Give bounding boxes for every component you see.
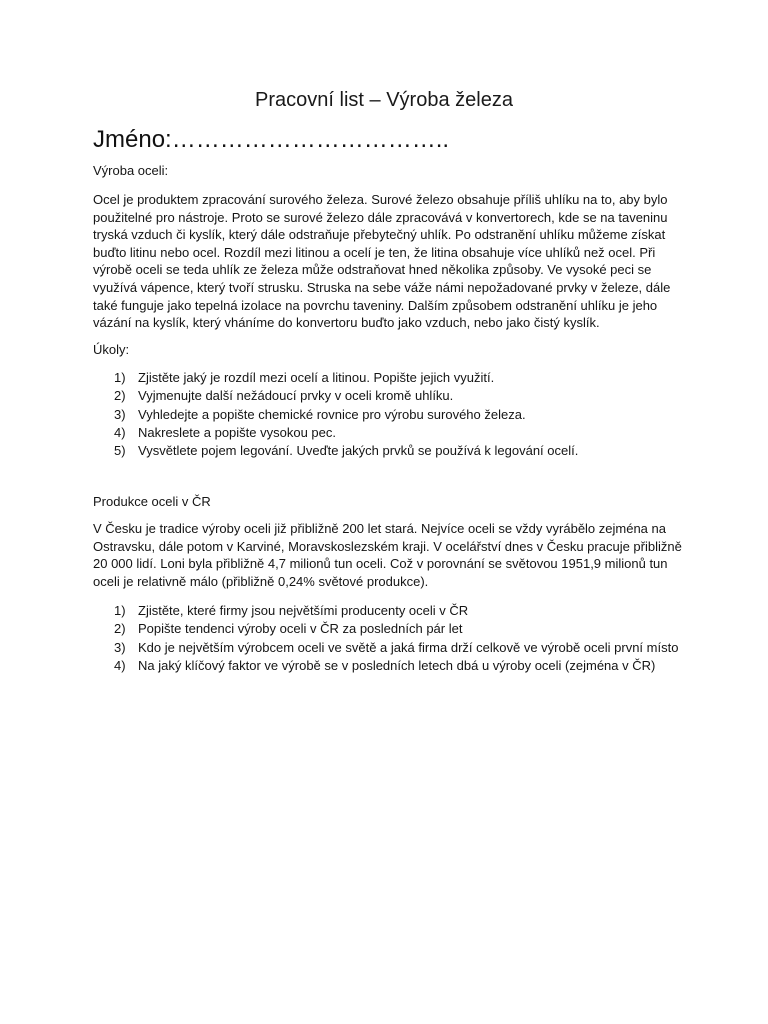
list-item xyxy=(93,602,693,620)
list-item-number: 1) xyxy=(114,603,126,618)
list-item xyxy=(93,442,693,460)
list-item xyxy=(93,620,693,638)
list-item-text: Vysvětlete pojem legování. Uveďte jakých prvků se používá k legování ocelí. xyxy=(138,443,579,459)
list-item-number: 3) xyxy=(114,639,126,655)
list-item-text: Vyjmenujte další nežádoucí prvky v oceli kromě uhlíku. xyxy=(138,388,454,404)
list-item xyxy=(93,369,693,387)
task-list-1 xyxy=(93,369,693,460)
list-item-text: Kdo je největším výrobcem oceli ve světě a jaká firma drží celkově ve výrobě oceli první místo xyxy=(138,639,679,655)
paragraph-steel-production-cz: V Česku je tradice výroby oceli již přibližně 200 let stará. Nejvíce oceli se vždy vyrábělo zejména na Ostravsku, dále potom v Karviné, Moravskoslezském kraji. V ocelářství dnes v Česku pracuje přibližně 20 000 lidí. Loni byla přibližně 4,7 milionů tun oceli. Což v porovnání se světovou 1951,9 milionů tun oceli je relativně málo (přibližně 0,24% světové produkce). xyxy=(93,521,682,589)
list-item xyxy=(93,657,693,675)
list-item-text: Na jaký klíčový faktor ve výrobě se v posledních letech dbá u výroby oceli (zejména v ČR) xyxy=(138,657,656,673)
document-title: Pracovní list – Výroba železa xyxy=(255,89,513,111)
list-item-text: Nakreslete a popište vysokou pec. xyxy=(138,424,336,440)
list-item-text: Zjistěte jaký je rozdíl mezi ocelí a litinou. Popište jejich využití. xyxy=(138,370,495,385)
list-item-text: Vyhledejte a popište chemické rovnice pro výrobu surového železa. xyxy=(138,406,526,422)
name-field: Jméno:…………………………….. xyxy=(93,126,450,153)
task-list-2 xyxy=(93,602,693,675)
list-item xyxy=(93,639,693,657)
list-item xyxy=(93,424,693,442)
tasks-heading: Úkoly: xyxy=(93,342,130,357)
list-item-number: 4) xyxy=(114,424,126,440)
list-item-number: 4) xyxy=(114,657,126,673)
list-item-text: Zjistěte, které firmy jsou největšími producenty oceli v ČR xyxy=(138,603,469,618)
section-heading-steel-production-cz: Produkce oceli v ČR xyxy=(93,494,211,509)
list-item-number: 2) xyxy=(114,621,126,637)
list-item-number: 1) xyxy=(114,370,126,385)
paragraph-steel-production: Ocel je produktem zpracování surového železa. Surové železo obsahuje příliš uhlíku na to, aby bylo použitelné pro nástroje. Proto se surové železo dále zpracovává v konvertorech, kde se na taveninu tryská vzduch či kyslík, který dále odstraňuje přebytečný uhlík. Po odstranění uhlíku můžeme získat buďto litinu nebo ocel. Rozdíl mezi litinou a ocelí je ten, že litina obsahuje více uhlíků než ocel. Při výrobě oceli se teda uhlík ze železa může odstraňovat hned několika způsoby. Ve vysoké peci se využívá vápence, který tvoří strusku. Struska na sebe váže námi nepožadované prvky v železe, dále také funguje jako tepelná izolace na povrchu taveniny. Dalším způsobem odstranění uhlíku je jeho vázání na kyslík, který vháníme do konvertoru buďto jako vzduch, nebo jako čistý kyslík. xyxy=(93,192,671,331)
list-item xyxy=(93,387,693,405)
list-item-text: Popište tendenci výroby oceli v ČR za posledních pár let xyxy=(138,621,463,637)
section-heading-steel-production: Výroba oceli: xyxy=(93,163,169,178)
list-item xyxy=(93,406,693,424)
list-item-number: 5) xyxy=(114,443,126,459)
list-item-number: 2) xyxy=(114,388,126,404)
list-item-number: 3) xyxy=(114,406,126,422)
